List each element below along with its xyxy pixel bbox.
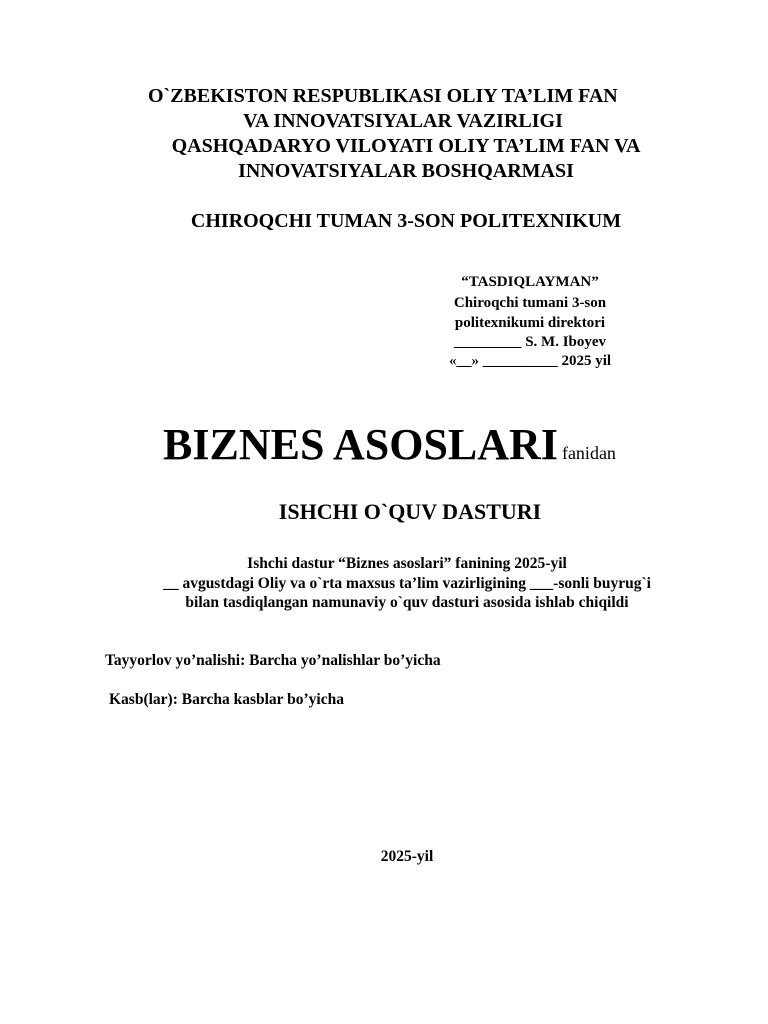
subject-suffix: fanidan bbox=[561, 443, 616, 463]
institution-name: CHIROQCHI TUMAN 3-SON POLITEXNIKUM bbox=[190, 210, 622, 232]
professions: Kasb(lar): Barcha kasblar bo’yicha bbox=[109, 691, 344, 708]
description-line-3: bilan tasdiqlangan namunaviy o`quv dasturi asosida ishlab chiqildi bbox=[185, 594, 629, 611]
footer-year: 2025-yil bbox=[380, 848, 434, 865]
region-title-line-2: INNOVATSIYALAR BOSHQARMASI bbox=[238, 160, 574, 182]
program-title: ISHCHI O`QUV DASTURI bbox=[278, 499, 542, 524]
approval-date-line: «__» __________ 2025 yil bbox=[448, 353, 612, 369]
region-title-line-1: QASHQADARYO VILOYATI OLIY TA’LIM FAN VA bbox=[171, 135, 641, 157]
training-direction: Tayyorlov yo’nalishi: Barcha yo’nalishlar bo’yicha bbox=[105, 652, 441, 669]
subject-title bbox=[163, 420, 616, 470]
approval-signature-line: _________ S. M. Iboyev bbox=[453, 334, 607, 350]
approval-line-2: politexnikumi direktori bbox=[454, 315, 606, 331]
ministry-title-line-1: O`ZBEKISTON RESPUBLIKASI OLIY TA’LIM FAN bbox=[148, 85, 618, 107]
approval-title: “TASDIQLAYMAN” bbox=[461, 274, 599, 290]
subject-name: BIZNES ASOSLARI bbox=[163, 420, 558, 469]
ministry-title-line-2: VA INNOVATSIYALAR VAZIRLIGI bbox=[243, 110, 563, 132]
description-line-2: __ avgustdagi Oliy va o`rta maxsus ta’lim vazirligining ___-sonli buyrug`i bbox=[163, 575, 651, 592]
description-line-1: Ishchi dastur “Biznes asoslari” fanining 2025-yil bbox=[247, 555, 567, 572]
approval-line-1: Chiroqchi tumani 3-son bbox=[453, 295, 607, 311]
